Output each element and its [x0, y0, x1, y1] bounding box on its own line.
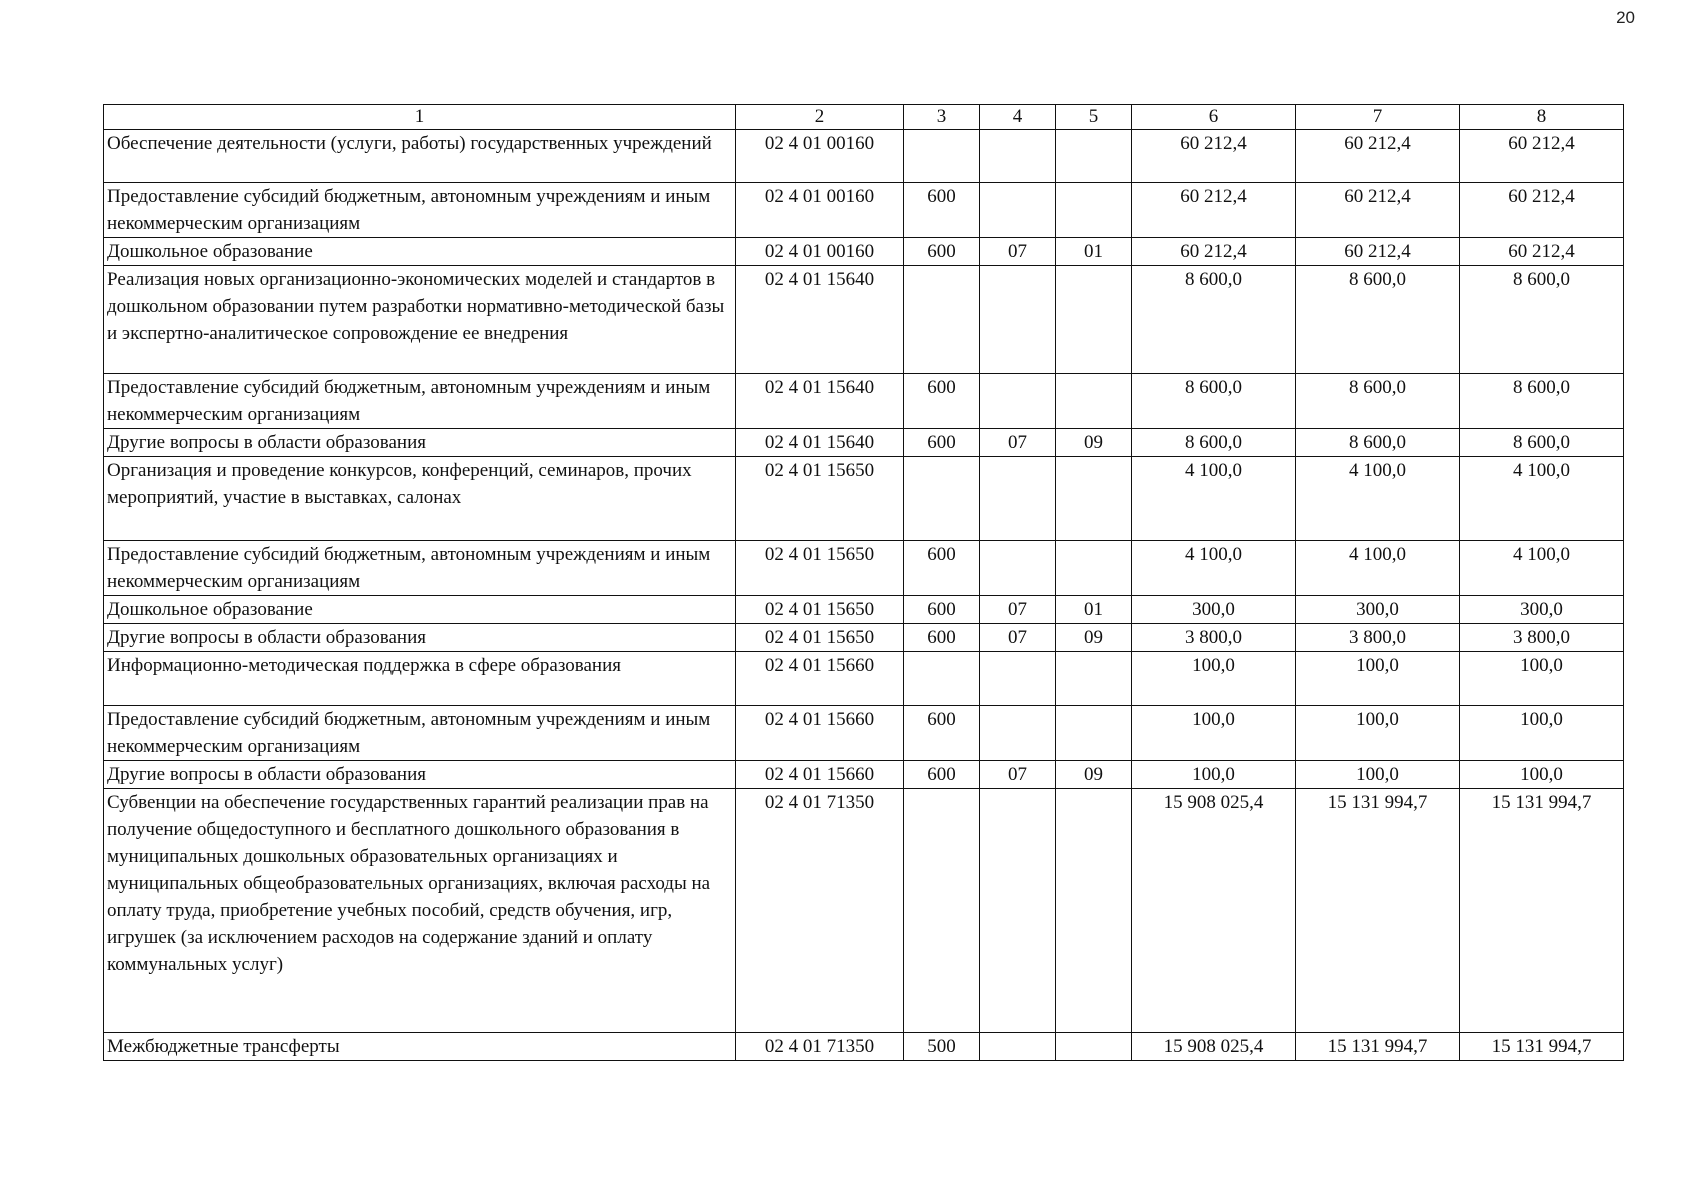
- header-col-7: 7: [1296, 105, 1460, 130]
- row-value-8: 3 800,0: [1460, 624, 1624, 652]
- row-col-4: [980, 374, 1056, 429]
- row-col-5: [1056, 183, 1132, 238]
- row-value-6: 8 600,0: [1132, 266, 1296, 374]
- header-col-5: 5: [1056, 105, 1132, 130]
- row-name: Предоставление субсидий бюджетным, автономным учреждениям и иным некоммерческим организациям: [104, 374, 736, 429]
- table-row: [104, 789, 1624, 1033]
- row-code: 02 4 01 71350: [736, 789, 904, 1033]
- table-row: [104, 541, 1624, 596]
- row-col-4: [980, 541, 1056, 596]
- row-value-8: 300,0: [1460, 596, 1624, 624]
- row-value-8: 60 212,4: [1460, 238, 1624, 266]
- row-value-7: 60 212,4: [1296, 238, 1460, 266]
- table-row: [104, 238, 1624, 266]
- table-row: [104, 596, 1624, 624]
- row-name: Другие вопросы в области образования: [104, 429, 736, 457]
- row-col-3: [904, 266, 980, 374]
- row-value-7: 8 600,0: [1296, 429, 1460, 457]
- row-col-5: 09: [1056, 624, 1132, 652]
- row-code: 02 4 01 71350: [736, 1033, 904, 1061]
- table-row: [104, 624, 1624, 652]
- row-value-6: 100,0: [1132, 761, 1296, 789]
- table-row: [104, 183, 1624, 238]
- row-code: 02 4 01 00160: [736, 183, 904, 238]
- row-value-7: 100,0: [1296, 706, 1460, 761]
- row-name: Предоставление субсидий бюджетным, автономным учреждениям и иным некоммерческим организациям: [104, 183, 736, 238]
- table-row: [104, 652, 1624, 706]
- header-col-4: 4: [980, 105, 1056, 130]
- row-value-6: 300,0: [1132, 596, 1296, 624]
- row-name: Организация и проведение конкурсов, конференций, семинаров, прочих мероприятий, участие в выставках, салонах: [104, 457, 736, 541]
- header-col-8: 8: [1460, 105, 1624, 130]
- row-col-5: [1056, 457, 1132, 541]
- row-col-3: [904, 789, 980, 1033]
- row-value-7: 4 100,0: [1296, 541, 1460, 596]
- row-col-5: [1056, 789, 1132, 1033]
- row-col-3: 600: [904, 374, 980, 429]
- row-value-6: 60 212,4: [1132, 238, 1296, 266]
- row-col-5: 09: [1056, 429, 1132, 457]
- row-value-7: 8 600,0: [1296, 374, 1460, 429]
- row-value-6: 15 908 025,4: [1132, 789, 1296, 1033]
- row-col-5: [1056, 541, 1132, 596]
- table-row: [104, 374, 1624, 429]
- row-col-4: [980, 457, 1056, 541]
- table-row: [104, 706, 1624, 761]
- row-name: Субвенции на обеспечение государственных гарантий реализации прав на получение общедоступного и бесплатного дошкольного образования в муниципальных дошкольных образовательных организациях и муниципальных общеобразовательных организациях, включая расходы на оплату труда, приобретение учебных пособий, средств обучения, игр, игрушек (за исключением расходов на содержание зданий и оплату коммунальных услуг): [104, 789, 736, 1033]
- row-name: Дошкольное образование: [104, 596, 736, 624]
- header-col-1: 1: [104, 105, 736, 130]
- row-col-5: [1056, 130, 1132, 183]
- row-value-8: 60 212,4: [1460, 130, 1624, 183]
- row-col-3: 600: [904, 238, 980, 266]
- row-value-8: 100,0: [1460, 652, 1624, 706]
- row-col-4: 07: [980, 596, 1056, 624]
- row-col-5: [1056, 266, 1132, 374]
- row-value-6: 15 908 025,4: [1132, 1033, 1296, 1061]
- row-code: 02 4 01 15650: [736, 457, 904, 541]
- row-col-3: 600: [904, 624, 980, 652]
- row-value-7: 4 100,0: [1296, 457, 1460, 541]
- row-value-7: 3 800,0: [1296, 624, 1460, 652]
- row-value-8: 4 100,0: [1460, 457, 1624, 541]
- row-col-3: 500: [904, 1033, 980, 1061]
- row-value-8: 100,0: [1460, 761, 1624, 789]
- row-value-6: 3 800,0: [1132, 624, 1296, 652]
- row-col-5: 09: [1056, 761, 1132, 789]
- row-col-3: [904, 130, 980, 183]
- row-value-7: 100,0: [1296, 761, 1460, 789]
- row-col-5: [1056, 706, 1132, 761]
- row-col-5: [1056, 652, 1132, 706]
- row-value-7: 15 131 994,7: [1296, 789, 1460, 1033]
- row-name: Другие вопросы в области образования: [104, 761, 736, 789]
- row-value-8: 100,0: [1460, 706, 1624, 761]
- table-row: [104, 130, 1624, 183]
- row-value-8: 60 212,4: [1460, 183, 1624, 238]
- row-col-4: [980, 1033, 1056, 1061]
- row-col-4: 07: [980, 429, 1056, 457]
- row-name: Обеспечение деятельности (услуги, работы) государственных учреждений: [104, 130, 736, 183]
- row-value-6: 4 100,0: [1132, 541, 1296, 596]
- row-code: 02 4 01 15640: [736, 374, 904, 429]
- row-value-7: 60 212,4: [1296, 130, 1460, 183]
- row-value-8: 8 600,0: [1460, 429, 1624, 457]
- row-value-7: 15 131 994,7: [1296, 1033, 1460, 1061]
- row-value-8: 8 600,0: [1460, 374, 1624, 429]
- row-value-6: 8 600,0: [1132, 374, 1296, 429]
- table-row: [104, 761, 1624, 789]
- header-col-2: 2: [736, 105, 904, 130]
- row-value-6: 100,0: [1132, 652, 1296, 706]
- row-code: 02 4 01 15650: [736, 596, 904, 624]
- row-col-4: 07: [980, 624, 1056, 652]
- row-code: 02 4 01 15660: [736, 761, 904, 789]
- row-col-4: 07: [980, 761, 1056, 789]
- row-code: 02 4 01 15650: [736, 624, 904, 652]
- row-code: 02 4 01 15640: [736, 266, 904, 374]
- row-value-8: 15 131 994,7: [1460, 789, 1624, 1033]
- row-value-8: 15 131 994,7: [1460, 1033, 1624, 1061]
- row-name: Межбюджетные трансферты: [104, 1033, 736, 1061]
- row-value-6: 100,0: [1132, 706, 1296, 761]
- row-col-3: [904, 652, 980, 706]
- row-col-5: [1056, 374, 1132, 429]
- row-name: Информационно-методическая поддержка в сфере образования: [104, 652, 736, 706]
- row-col-3: 600: [904, 706, 980, 761]
- header-col-3: 3: [904, 105, 980, 130]
- row-col-3: 600: [904, 596, 980, 624]
- table-row: [104, 266, 1624, 374]
- row-col-4: [980, 266, 1056, 374]
- row-col-4: [980, 183, 1056, 238]
- row-col-3: 600: [904, 183, 980, 238]
- row-col-4: [980, 789, 1056, 1033]
- row-col-4: [980, 652, 1056, 706]
- row-col-3: 600: [904, 761, 980, 789]
- row-code: 02 4 01 15660: [736, 652, 904, 706]
- row-value-6: 60 212,4: [1132, 130, 1296, 183]
- header-col-6: 6: [1132, 105, 1296, 130]
- row-col-3: [904, 457, 980, 541]
- row-code: 02 4 01 15650: [736, 541, 904, 596]
- row-name: Предоставление субсидий бюджетным, автономным учреждениям и иным некоммерческим организациям: [104, 541, 736, 596]
- row-col-3: 600: [904, 429, 980, 457]
- row-value-6: 8 600,0: [1132, 429, 1296, 457]
- header-row: [104, 105, 1624, 130]
- row-value-7: 100,0: [1296, 652, 1460, 706]
- table-row: [104, 457, 1624, 541]
- row-col-4: 07: [980, 238, 1056, 266]
- row-name: Предоставление субсидий бюджетным, автономным учреждениям и иным некоммерческим организациям: [104, 706, 736, 761]
- row-code: 02 4 01 00160: [736, 130, 904, 183]
- row-value-6: 4 100,0: [1132, 457, 1296, 541]
- row-value-8: 8 600,0: [1460, 266, 1624, 374]
- row-value-7: 8 600,0: [1296, 266, 1460, 374]
- row-code: 02 4 01 15640: [736, 429, 904, 457]
- row-col-4: [980, 130, 1056, 183]
- row-value-7: 300,0: [1296, 596, 1460, 624]
- row-name: Реализация новых организационно-экономических моделей и стандартов в дошкольном образовании путем разработки нормативно-методической базы и экспертно-аналитическое сопровождение ее внедрения: [104, 266, 736, 374]
- row-col-5: 01: [1056, 596, 1132, 624]
- row-code: 02 4 01 15660: [736, 706, 904, 761]
- row-code: 02 4 01 00160: [736, 238, 904, 266]
- row-value-8: 4 100,0: [1460, 541, 1624, 596]
- row-col-4: [980, 706, 1056, 761]
- budget-table: [103, 104, 1624, 1061]
- page-number: 20: [1616, 8, 1635, 27]
- row-name: Дошкольное образование: [104, 238, 736, 266]
- row-col-5: [1056, 1033, 1132, 1061]
- row-col-5: 01: [1056, 238, 1132, 266]
- row-col-3: 600: [904, 541, 980, 596]
- table-row: [104, 429, 1624, 457]
- row-value-7: 60 212,4: [1296, 183, 1460, 238]
- row-name: Другие вопросы в области образования: [104, 624, 736, 652]
- row-value-6: 60 212,4: [1132, 183, 1296, 238]
- table-row: [104, 1033, 1624, 1061]
